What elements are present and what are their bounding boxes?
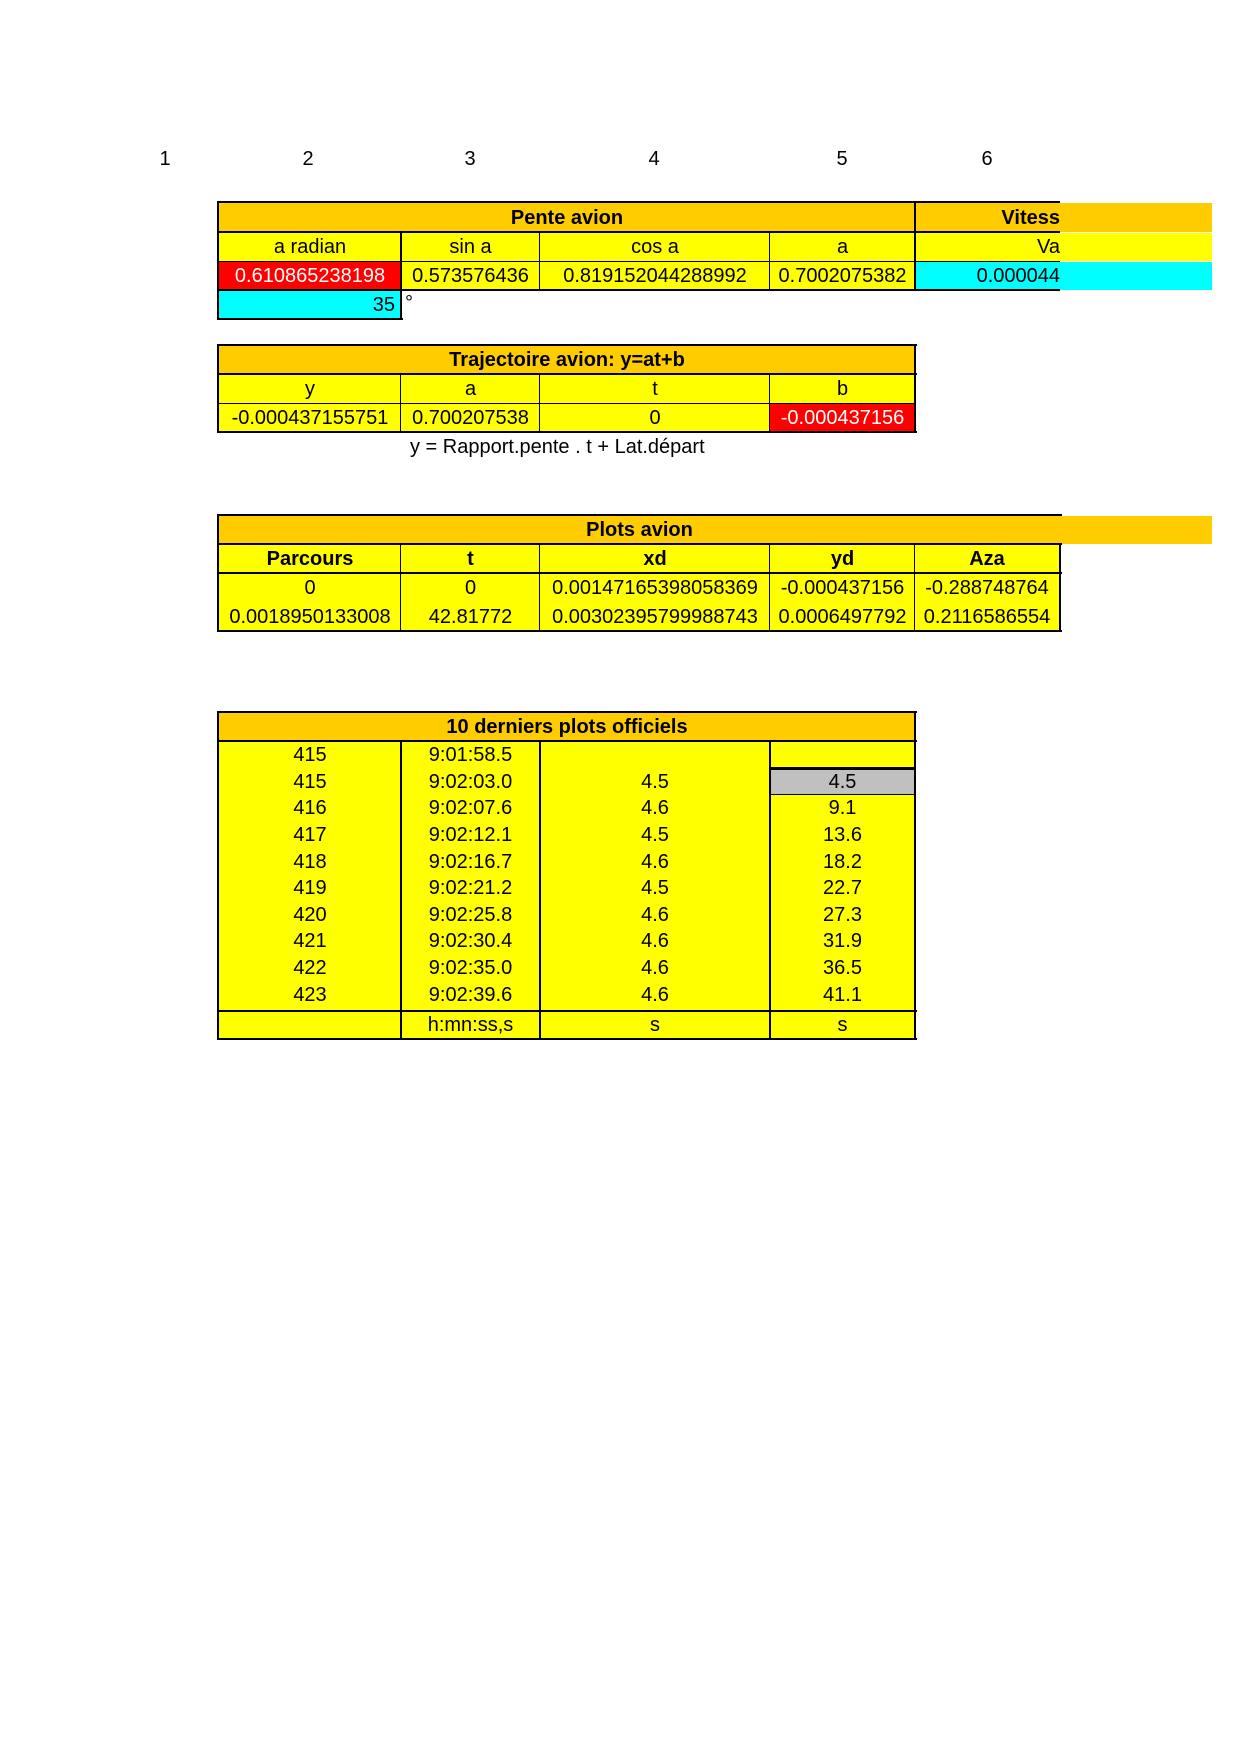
plots-row-0-t[interactable]: 0 — [401, 574, 540, 602]
traj-header-b[interactable]: b — [770, 375, 915, 403]
vitesse-value[interactable]: 0.000044 — [916, 262, 1060, 290]
plots-row-1-parcours[interactable]: 0.0018950133008 — [219, 602, 401, 631]
vitesse-header-va[interactable]: Va — [916, 233, 1060, 261]
derniers-row-0-cumul[interactable] — [770, 742, 915, 769]
derniers-row-7-cumul[interactable]: 31.9 — [823, 930, 862, 953]
vitesse-header-overflow — [1060, 233, 1212, 261]
traj-header-t[interactable]: t — [540, 375, 770, 403]
plots-title-overflow — [1060, 516, 1212, 544]
header-a-radian[interactable]: a radian — [219, 233, 401, 261]
derniers-row-8-numero[interactable]: 422 — [293, 957, 327, 980]
derniers-row-1-delta[interactable]: 4.5 — [641, 770, 669, 793]
trajectoire-formula: y = Rapport.pente . t + Lat.départ — [410, 436, 705, 458]
traj-header-y[interactable]: y — [219, 375, 401, 403]
derniers-row-8-cumul[interactable]: 36.5 — [823, 957, 862, 980]
traj-value-t[interactable]: 0 — [540, 404, 770, 432]
derniers-row-7-delta[interactable]: 4.6 — [641, 930, 669, 953]
plots-row-1-t[interactable]: 42.81772 — [401, 602, 540, 631]
derniers-row-9-heure[interactable]: 9:02:39.6 — [428, 983, 513, 1006]
traj-value-a[interactable]: 0.700207538 — [401, 404, 540, 432]
value-a-radian[interactable]: 0.610865238198 — [219, 262, 401, 290]
derniers-row-2-cumul[interactable]: 9.1 — [828, 797, 857, 820]
derniers-row-4-heure[interactable]: 9:02:16.7 — [428, 850, 513, 873]
plots-row-0-parcours[interactable]: 0 — [219, 574, 401, 602]
derniers-row-3-cumul[interactable]: 13.6 — [823, 824, 862, 847]
derniers-row-6-delta[interactable]: 4.6 — [641, 903, 669, 926]
value-a[interactable]: 0.7002075382 — [770, 262, 915, 290]
pente-avion-title: Pente avion — [219, 203, 915, 232]
traj-value-y[interactable]: -0.000437155751 — [219, 404, 401, 432]
derniers-row-4-numero[interactable]: 418 — [293, 850, 327, 873]
derniers-row-5-heure[interactable]: 9:02:21.2 — [428, 877, 513, 900]
derniers-row-4-cumul[interactable]: 18.2 — [823, 850, 862, 873]
derniers-row-0-numero[interactable]: 415 — [293, 744, 327, 767]
column-number-6: 6 — [981, 148, 993, 170]
value-cos-a[interactable]: 0.819152044288992 — [540, 262, 770, 290]
plots-header-xd[interactable]: xd — [540, 545, 770, 573]
derniers-row-1-cumul[interactable]: 4.5 — [770, 769, 915, 796]
derniers-row-7-heure[interactable]: 9:02:30.4 — [428, 930, 513, 953]
derniers-row-5-delta[interactable]: 4.5 — [641, 877, 669, 900]
derniers-row-8-heure[interactable]: 9:02:35.0 — [428, 957, 513, 980]
derniers-row-3-numero[interactable]: 417 — [293, 824, 327, 847]
column-number-3: 3 — [464, 148, 476, 170]
derniers-row-9-delta[interactable]: 4.6 — [641, 983, 669, 1006]
derniers-row-1-heure[interactable]: 9:02:03.0 — [428, 770, 513, 793]
plots-row-0-yd[interactable]: -0.000437156 — [770, 574, 915, 602]
derniers-row-9-numero[interactable]: 423 — [293, 983, 327, 1006]
plots-row-0-aza[interactable]: -0.288748764 — [915, 574, 1059, 602]
derniers-row-5-numero[interactable]: 419 — [293, 877, 327, 900]
derniers-row-1-numero[interactable]: 415 — [293, 770, 327, 793]
vitesse-value-overflow — [1060, 262, 1212, 290]
plots-title: Plots avion — [219, 516, 1060, 544]
derniers-row-0-heure[interactable]: 9:01:58.5 — [428, 744, 513, 767]
plots-row-1-xd[interactable]: 0.00302395799988743 — [540, 602, 770, 631]
traj-value-b[interactable]: -0.000437156 — [770, 404, 915, 432]
derniers-row-2-numero[interactable]: 416 — [293, 797, 327, 820]
derniers-row-7-numero[interactable]: 421 — [293, 930, 327, 953]
plots-header-aza[interactable]: Aza — [915, 545, 1059, 573]
derniers-unit-time: h:mn:ss,s — [401, 1012, 540, 1038]
derniers-title: 10 derniers plots officiels — [219, 713, 915, 741]
derniers-row-4-delta[interactable]: 4.6 — [641, 850, 669, 873]
derniers-unit-cumul: s — [770, 1012, 915, 1038]
traj-header-a[interactable]: a — [401, 375, 540, 403]
plots-row-0-xd[interactable]: 0.00147165398058369 — [540, 574, 770, 602]
trajectoire-title: Trajectoire avion: y=at+b — [219, 346, 915, 374]
derniers-row-9-cumul[interactable]: 41.1 — [823, 983, 862, 1006]
derniers-unit-delta: s — [540, 1012, 770, 1038]
derniers-row-3-delta[interactable]: 4.5 — [641, 824, 669, 847]
derniers-row-3-heure[interactable]: 9:02:12.1 — [428, 824, 513, 847]
degrees-value[interactable]: 35 — [219, 291, 401, 318]
column-number-4: 4 — [648, 148, 660, 170]
plots-row-1-aza[interactable]: 0.2116586554 — [915, 602, 1059, 631]
plots-header-yd[interactable]: yd — [770, 545, 915, 573]
derniers-row-6-heure[interactable]: 9:02:25.8 — [428, 903, 513, 926]
column-number-1: 1 — [159, 148, 171, 170]
header-sin-a[interactable]: sin a — [401, 233, 540, 261]
plots-header-t[interactable]: t — [401, 545, 540, 573]
derniers-row-2-heure[interactable]: 9:02:07.6 — [428, 797, 513, 820]
plots-row-1-yd[interactable]: 0.0006497792 — [770, 602, 915, 631]
column-number-2: 2 — [302, 148, 314, 170]
derniers-row-0-delta[interactable] — [540, 742, 770, 769]
derniers-row-6-cumul[interactable]: 27.3 — [823, 903, 862, 926]
derniers-row-5-cumul[interactable]: 22.7 — [823, 877, 862, 900]
derniers-row-8-delta[interactable]: 4.6 — [641, 957, 669, 980]
vitesse-title: Vitess — [916, 203, 1060, 232]
plots-header-parcours[interactable]: Parcours — [219, 545, 401, 573]
vitesse-title-overflow — [1060, 203, 1212, 232]
derniers-row-2-delta[interactable]: 4.6 — [641, 797, 669, 820]
header-cos-a[interactable]: cos a — [540, 233, 770, 261]
degrees-unit: ° — [405, 292, 413, 314]
value-sin-a[interactable]: 0.573576436 — [401, 262, 540, 290]
derniers-row-6-numero[interactable]: 420 — [293, 903, 327, 926]
derniers-unit-0 — [219, 1012, 401, 1038]
header-a[interactable]: a — [770, 233, 915, 261]
column-number-5: 5 — [836, 148, 848, 170]
